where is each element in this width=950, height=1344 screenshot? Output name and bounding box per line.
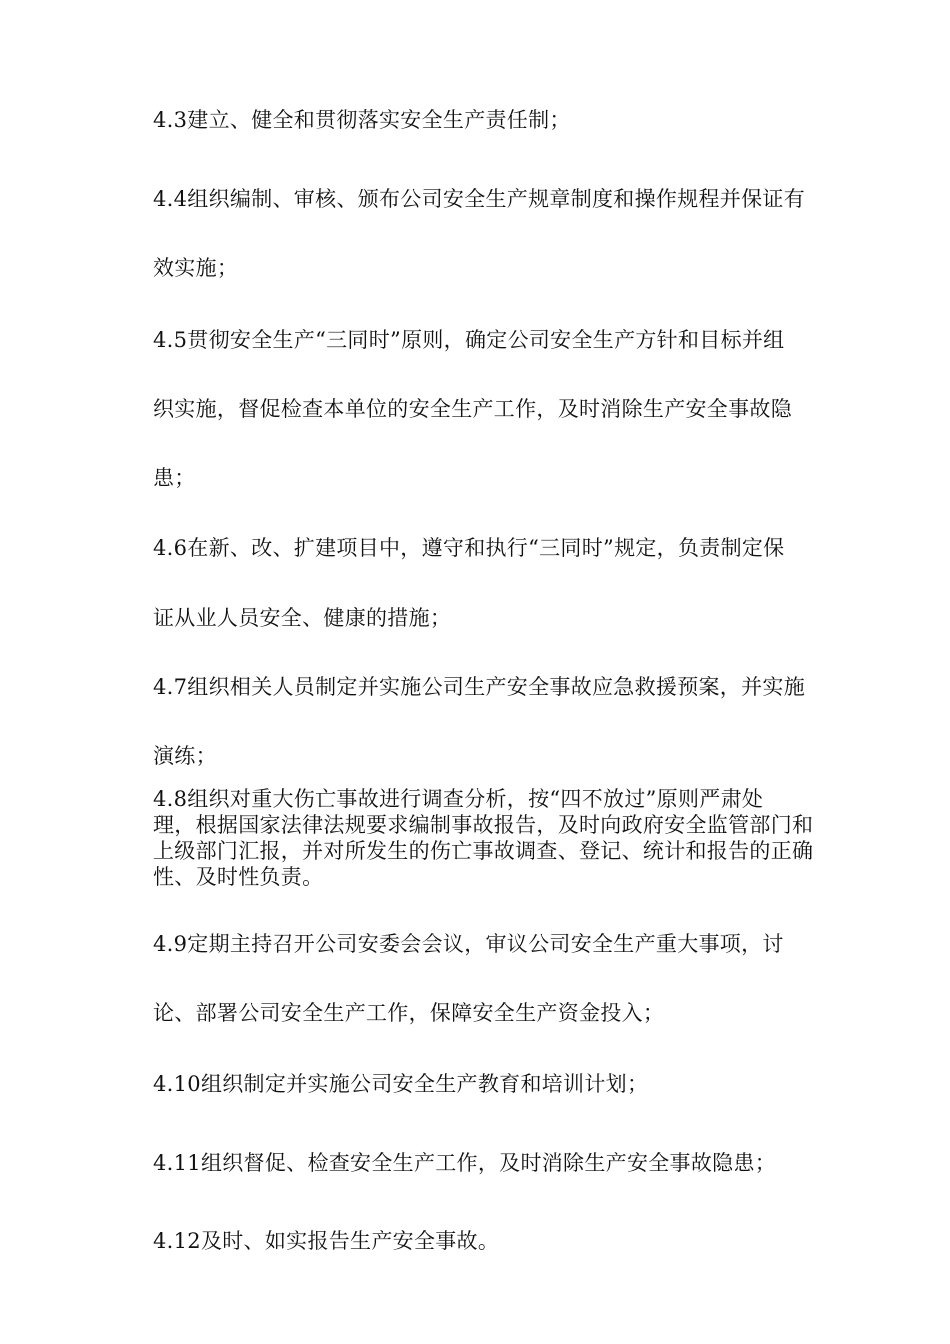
clause-4-4-line-1: 4.4组织编制、审核、颁布公司安全生产规章制度和操作规程并保证有: [153, 187, 805, 211]
clause-4-8-line-2: 理，根据国家法律法规要求编制事故报告，及时向政府安全监管部门和: [153, 813, 814, 837]
clause-4-12-line-1: 4.12及时、如实报告生产安全事故。: [153, 1229, 500, 1253]
clause-4-11-line-1: 4.11组织督促、检查安全生产工作，及时消除生产安全事故隐患；: [153, 1151, 777, 1175]
clause-4-8-line-3: 上级部门汇报，并对所发生的伤亡事故调查、登记、统计和报告的正确: [153, 839, 814, 863]
clause-4-3-line-1: 4.3建立、健全和贯彻落实安全生产责任制；: [153, 108, 571, 132]
clause-4-9-line-2: 论、部署公司安全生产工作，保障安全生产资金投入；: [153, 1001, 665, 1025]
clause-4-5-line-1: 4.5贯彻安全生产“三同时”原则，确定公司安全生产方针和目标并组: [153, 328, 785, 352]
clause-4-8-line-4: 性、及时性负责。: [153, 865, 324, 889]
clause-4-6-line-1: 4.6在新、改、扩建项目中，遵守和执行“三同时”规定，负责制定保: [153, 536, 785, 560]
clause-4-7-line-1: 4.7组织相关人员制定并实施公司生产安全事故应急救援预案，并实施: [153, 675, 805, 699]
clause-4-7-line-2: 演练；: [153, 744, 217, 768]
clause-4-10-line-1: 4.10组织制定并实施公司安全生产教育和培训计划；: [153, 1072, 649, 1096]
clause-4-4-line-2: 效实施；: [153, 256, 239, 280]
clause-4-8: [153, 786, 853, 890]
clause-4-5-line-3: 患；: [153, 466, 196, 490]
clause-4-9-line-1: 4.9定期主持召开公司安委会会议，审议公司安全生产重大事项，讨: [153, 932, 784, 956]
clause-4-6-line-2: 证从业人员安全、健康的措施；: [153, 606, 452, 630]
clause-4-8-line-1: 4.8组织对重大伤亡事故进行调查分析，按“四不放过”原则严肃处: [153, 787, 764, 811]
clause-4-5-line-2: 织实施，督促检查本单位的安全生产工作，及时消除生产安全事故隐: [153, 397, 792, 421]
